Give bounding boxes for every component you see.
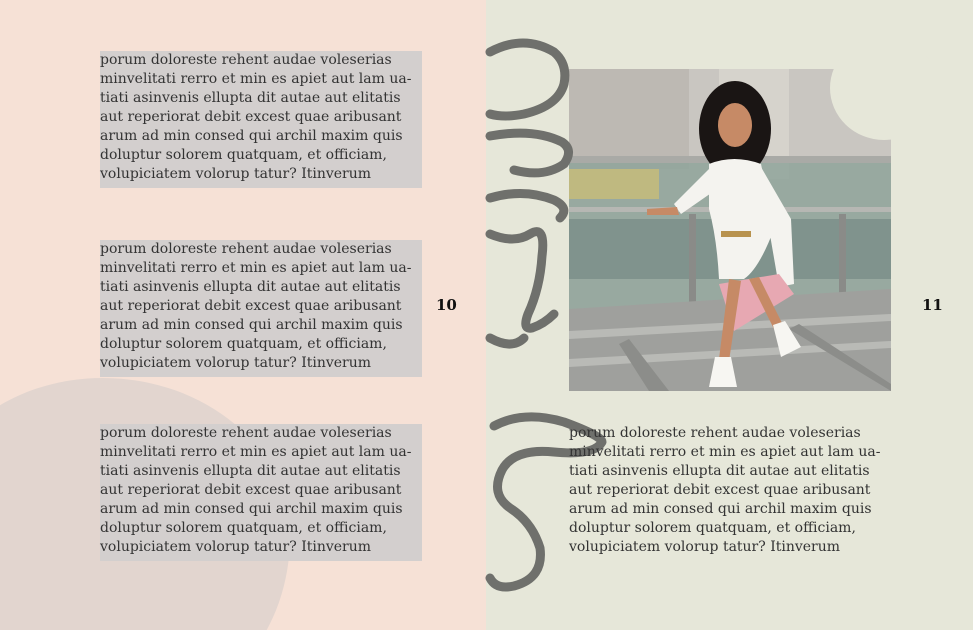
left-paragraph-2: porum doloreste rehent audae voleserias minvelitati rerro et min es apiet aut lam ua- tiati asinvenis ellupta dit autae aut elitatis aut reperiorat debit excest quae aribusant arum ad min consed qui archil maxim quis doluptur solorem quatquam, et officiam, volupiciatem volorup tatur? Itinverum <box>100 240 422 377</box>
photo-corner-cutout <box>830 36 938 140</box>
page-number-left: 10 <box>436 296 457 314</box>
left-paragraph-3: porum doloreste rehent audae voleserias minvelitati rerro et min es apiet aut lam ua- tiati asinvenis ellupta dit autae aut elitatis aut reperiorat debit excest quae aribusant arum ad min consed qui archil maxim quis doluptur solorem quatquam, et officiam, volupiciatem volorup tatur? Itinverum <box>100 424 422 561</box>
page-number-right: 11 <box>922 296 943 314</box>
left-paragraph-1: porum doloreste rehent audae voleserias minvelitati rerro et min es apiet aut lam ua- tiati asinvenis ellupta dit autae aut elitatis aut reperiorat debit excest quae aribusant arum ad min consed qui archil maxim quis doluptur solorem quatquam, et officiam, volupiciatem volorup tatur? Itinverum <box>100 51 422 188</box>
right-paragraph: porum doloreste rehent audae voleserias minvelitati rerro et min es apiet aut lam ua- tiati asinvenis ellupta dit autae aut elitatis aut reperiorat debit excest quae aribusant arum ad min consed qui archil maxim quis doluptur solorem quatquam, et officiam, volupiciatem volorup tatur? Itinverum <box>569 425 881 555</box>
